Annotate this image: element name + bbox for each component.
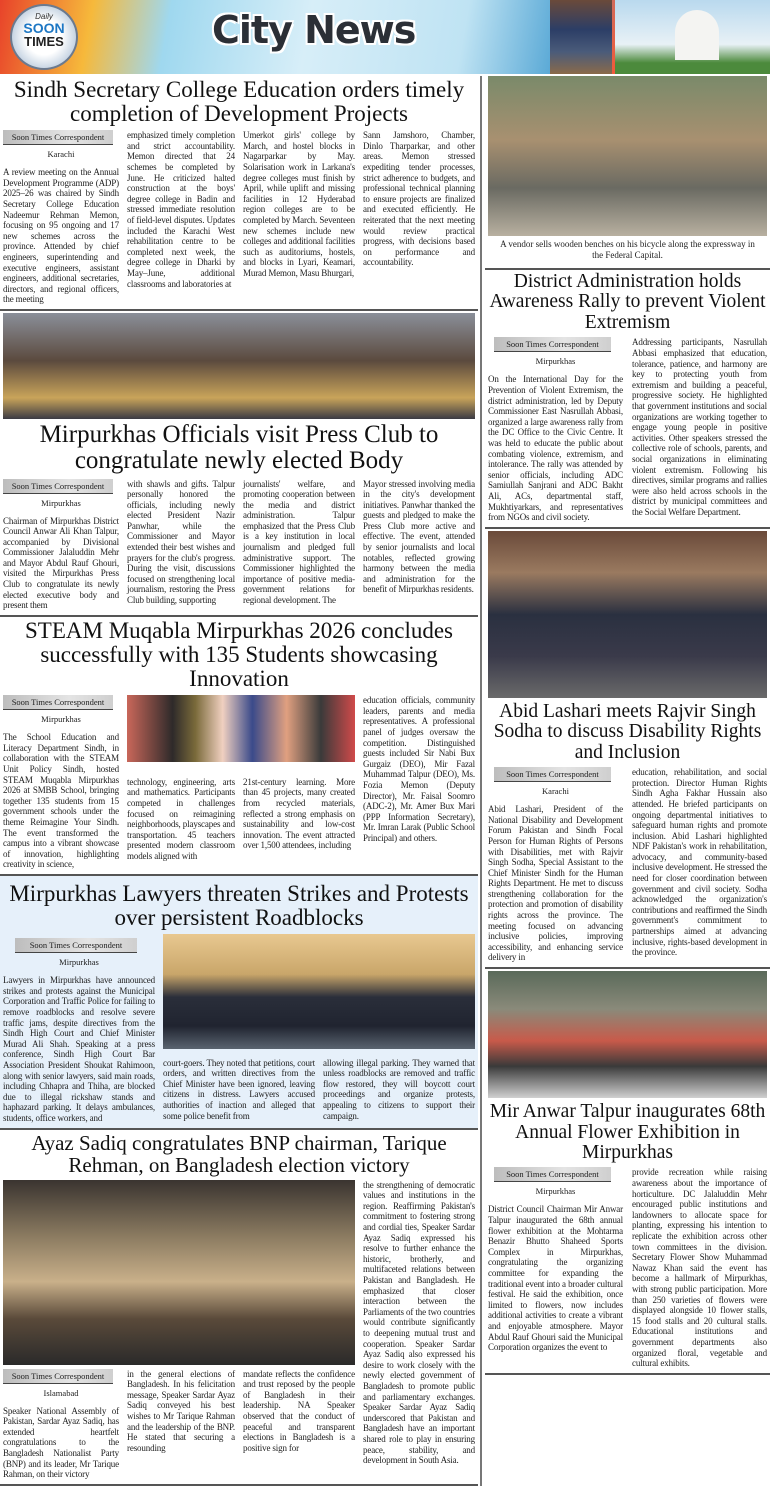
- article-press-club: [0, 311, 478, 617]
- article-text: Umerkot girls' college by March, and hostel blocks in Nagarparkar by May. Solarisation work in Larkana's degree colleges must finish by April, while uplift and missing facilities in 12 Hyderabad region colleges are to be completed by March. Seventeen new schemes include new colleges and additional facilities such as auditoriums, hostels, and blocks in Lyari, Keamari, Murad Memon, Masu Bhurgari,: [243, 130, 355, 278]
- byline-author: Soon Times Correspondent: [3, 695, 113, 710]
- article-flower-exhibition: [485, 969, 770, 1375]
- byline-location: Karachi: [542, 786, 569, 797]
- article-text: Chairman of Mirpurkhas District Council Anwar Ali Khan Talpur, accompanied by Divisional Commissioner Jalaluddin Mehr and Mayor Abdul Rauf Ghouri, visited the Mirpurkhas Press Club to congratulate its newly elected executive body and present them: [3, 515, 119, 611]
- article-text: the strengthening of democratic values and institutions in the region. Reaffirming Pakistan's commitment to fostering strong and cordial ties, Speaker Sardar Ayaz Sadiq expressed his resolve to further enhance the historic, brotherly, and multifaceted relations between Pakistan and Bangladesh. He emphasized that closer interaction between the Parliaments of the two countries would contribute significantly to deepening mutual trust and cooperation. Speaker Sardar Ayaz Sadiq also expressed his desire to work closely with the newly elected government of Bangladesh to promote public and parliamentary exchanges. Speaker Sardar Ayaz Sadiq underscored that Pakistan and Bangladesh have an important shared role to play in ensuring peace, stability, and development in South Asia.: [363, 1179, 475, 1466]
- article-text: On the International Day for the Prevention of Violent Extremism, the district administration, led by Deputy Commissioner East Nasrullah Abbasi, organized a large awareness rally from the DC Office to the Civic Centre. It was held to educate the public about combating violence, extremism, and intolerance. The rally was attended by senior officials, including ADC Samiullah Sanjrani and ADC Bakht Ali, ACs, departmental staff, Mukhtiyarkars, and representatives from NGOs and civil society.: [488, 374, 623, 523]
- article-text: in the general elections of Bangladesh. In his felicitation message, Speaker Sardar Ayaz Sadiq conveyed his best wishes to Mr Tarique Rahman and the leadership of the BNP. He stated that securing a resounding: [127, 1368, 235, 1453]
- mazar-quaid-image: [615, 0, 770, 74]
- headline: Abid Lashari meets Rajvir Singh Sodha to discuss Disability Rights and Inclusion: [493, 700, 762, 763]
- article-text: Sann Jamshoro, Chamber, Dinlo Tharparkar, and other areas. Memon stressed expediting tender processes, strict adherence to budgets, and professional technical planning to ensure projects are finalized and executed efficiently. He reiterated that the next meeting would review practical progress, with decisions based on performance and accountability.: [363, 130, 475, 268]
- article-text: with shawls and gifts. Talpur personally honored the officials, including newly elected President Nazir Panwhar, while the Commissioner and Mayor extended their best wishes and prayers for the club's progress. During the visit, discussions focused on strengthening local journalism, restoring the Press Club building, supporting: [127, 478, 235, 606]
- byline: [3, 934, 155, 967]
- article-ayaz-sadiq: [0, 1130, 478, 1486]
- headline-line: STEAM Muqabla Mirpurkhas 2026 concludes: [25, 617, 453, 643]
- byline-author: Soon Times Correspondent: [15, 938, 137, 953]
- section-title: City News: [212, 8, 416, 52]
- photo-caption: A vendor sells wooden benches on his bicycle along the expressway in the Federal Capital.: [500, 239, 755, 260]
- article-steam: [0, 617, 478, 876]
- byline-location: Karachi: [47, 149, 75, 160]
- article-text: Addressing participants, Nasrullah Abbasi emphasized that education, tolerance, patience, and harmony are key to protecting youth from extremism and building a peaceful, progressive society. He highlighted that government institutions and social organizations are working together to engage young people in positive activities. Other speakers stressed the collective role of schools, parents, and social organizations in eliminating violent extremism. Following his directives, similar programs and rallies were also held across schools in the district by municipal committees and the Social Welfare Department.: [632, 337, 767, 517]
- article-text: 21st-century learning. More than 45 projects, many created from recycled materials, reflected a strong emphasis on sustainability and low-cost innovation. The event attracted over 1,500 attendees, including: [243, 776, 355, 851]
- byline: [3, 695, 119, 724]
- logo-times: TIMES: [24, 34, 64, 49]
- press-club-photo: [3, 313, 475, 419]
- right-column: [480, 76, 770, 1486]
- article-text: The School Education and Literacy Department Sindh, in collaboration with the STEAM Unit Policy Sindh, hosted STEAM Muqabla Mirpurkhas 2026 at SMBB School, bringing together 135 students from 15 government schools under the theme Reimagine Your Sindh. The event transformed the campus into a vibrant showcase of innovation, highlighting creativity in science,: [3, 732, 119, 870]
- logo-daily: Daily: [35, 12, 53, 21]
- byline-author: Soon Times Correspondent: [3, 479, 113, 494]
- speaker-meeting-photo: [3, 1180, 355, 1365]
- byline: [3, 1369, 119, 1398]
- byline-author: Soon Times Correspondent: [494, 337, 611, 352]
- article-awareness-rally: [485, 270, 770, 529]
- byline-location: Mirpurkhas: [41, 497, 81, 508]
- article-text: District Council Chairman Mir Anwar Talpur inaugurated the 68th annual flower exhibition at the Mohtarma Benazir Bhutto Shaheed Sports Complex in Mirpurkhas, congratulating the organizing committee for expanding the traditional event into a broader cultural festival. He said the exhibition, once limited to flowers, now includes additional activities to create a vibrant and enjoyable atmosphere. Mayor Abdul Rauf Ghouri said the Municipal Corporation organizes the event to: [488, 1204, 623, 1353]
- article-text: emphasized timely completion and strict accountability. Memon directed that 24 schemes be completed by June. He criticized halted construction at the boys' degree college in Badin and stressed immediate resolution of field-level disputes. Updates included the Karachi West rehabilitation centre to be completed next week, the degree college in Dharki by May–June, additional classrooms and laboratories at: [127, 130, 235, 289]
- masthead-banner: [0, 0, 770, 74]
- headline: District Administration holds Awareness Rally to prevent Violent Extremism: [489, 271, 766, 333]
- headline: Sindh Secretary College Education orders timely completion of Development Projects: [13, 77, 465, 127]
- headline: [3, 619, 475, 691]
- logo-soon: SOON: [23, 20, 65, 36]
- headline: Mirpurkhas Lawyers threaten Strikes and Protests over persistent Roadblocks: [9, 880, 469, 931]
- headline: Ayaz Sadiq congratulates BNP chairman, Tarique Rehman, on Bangladesh election victory: [31, 1130, 447, 1177]
- article-text: journalists' welfare, and promoting cooperation between the media and district administration. Talpur emphasized that the Press Club is a key institution in local journalism and pledged full administrative support. The Commissioner highlighted the importance of positive media-government relations for regional development. The: [243, 478, 355, 606]
- article-disability-rights: [485, 529, 770, 969]
- byline-author: Soon Times Correspondent: [494, 767, 611, 782]
- article-text: allowing illegal parking. They warned that unless roadblocks are removed and traffic flow restored, they will boycott court proceedings and organize protests, appealing to citizens to support their campaign.: [323, 1057, 475, 1121]
- article-text: technology, engineering, arts and mathematics. Participants competed in challenges focused on reimagining neighborhoods, playscapes and transportation. 45 teachers presented modern classroom models aligned with: [127, 776, 235, 861]
- masthead-portraits: [550, 0, 612, 74]
- article-text: mandate reflects the confidence and trust reposed by the people of Bangladesh in their leadership. NA Speaker observed that the conduct of peaceful and transparent elections in Bangladesh is a positive sign for: [243, 1368, 355, 1453]
- article-text: education, rehabilitation, and social protection. Director Human Rights Sindh Agha Fakhar Hussain also attended. He briefed participants on ongoing departmental initiatives to safeguard human rights and promote inclusion. Abid Lashari highlighted NDF Pakistan's work in rehabilitation, advocacy, and community-based inclusive development. He stressed the need for closer coordination between government and civil society. Sodha acknowledged the organization's contributions and reaffirmed the Sindh government's commitment to partnerships aimed at advancing inclusive, rights-based development in the province.: [632, 767, 767, 958]
- byline: [488, 337, 623, 366]
- photo-feature: [485, 76, 770, 270]
- article-text: provide recreation while raising awareness about the importance of horticulture. DC Jalaluddin Mehr encouraged public institutions and landowners to allocate space for planting, expressing his intention to replicate the exhibition across other town committees in the division. Secretary Flower Show Muhammad Nawaz Khan said the event has become a hallmark of Mirpurkhas, with strong public participation. More than 250 varieties of flowers were displayed alongside 10 flower stalls, 15 food stalls and 20 cultural stalls. Educational institutions and government departments also organized floral, vegetable and cultural exhibits.: [632, 1167, 767, 1369]
- flower-exhibition-photo: [488, 971, 767, 1098]
- article-text: Lawyers in Mirpurkhas have announced strikes and protests against the Municipal Corporation and Traffic Police for failing to remove roadblocks and resolve severe traffic jams, despite directives from the Sindh High Court and Chief Minister Murad Ali Shah. Speaking at a press conference, Sindh High Court Bar Association President Shoukat Rahimoon, along with senior lawyers, said main roads, including Chhapra and Thiha, are blocked due to illegal rickshaw stands and haphazard parking. It delays ambulances, students, office workers, and: [3, 975, 155, 1123]
- lawyers-press-conference-photo: [163, 934, 475, 1049]
- byline-author: Soon Times Correspondent: [3, 1369, 113, 1384]
- left-column: [0, 76, 480, 1486]
- byline: [3, 479, 119, 508]
- byline-location: Mirpurkhas: [59, 957, 99, 968]
- newspaper-logo: [10, 4, 78, 70]
- headline: Mirpurkhas Officials visit Press Club to congratulate newly elected Body: [39, 421, 439, 475]
- lawyers-article-panel: [0, 876, 478, 1130]
- byline-author: Soon Times Correspondent: [494, 1167, 611, 1182]
- byline-location: Mirpurkhas: [41, 714, 81, 725]
- abid-lashari-meeting-photo: [488, 531, 767, 698]
- article-college-education: [0, 76, 478, 311]
- byline-location: Mirpurkhas: [535, 356, 576, 367]
- headline: Mir Anwar Talpur inaugurates 68th Annual Flower Exhibition in Mirpurkhas: [489, 1101, 766, 1163]
- headline-line: successfully with 135 Students showcasing Innovation: [40, 641, 438, 692]
- article-text: A review meeting on the Annual Development Programme (ADP) 2025–26 was chaired by Sindh Secretary College Education Nadeemur Rehman Memon, focusing on 95 ongoing and 17 new schemes across the province. Attended by chief engineers, superintending and executive engineers, assistant engineers, additional secretaries, directors, and regional officers, the meeting: [3, 167, 119, 305]
- bench-vendor-photo: [488, 76, 767, 236]
- article-text: Mayor stressed involving media in the city's development initiatives. Panwhar thanked the guests and pledged to make the Press Club more active and effective. The event, attended by senior journalists and local notables, reflected growing harmony between the media and administration for the benefit of Mirpurkhas residents.: [363, 478, 475, 595]
- byline-author: Soon Times Correspondent: [3, 130, 113, 145]
- article-text: education officials, community leaders, parents and media representatives. A professional panel of judges oversaw the competition. Distinguished guests included Sir Nabi Bux Gurgaiz (DEO), Mir Fazal Muhammad Talpur (DEO), Ms. Fozia Memon (Deputy Director), Mr. Faisal Soomro (ADC-2), Mr. Amer Bux Mari (PPP Information Secretary), Mr. Imran Larak (Public School Principal) and others.: [363, 695, 475, 843]
- article-text: court-goers. They noted that petitions, court orders, and written directives from the Chief Minister have been ignored, leaving citizens in distress. Lawyers accused authorities of inaction and alleged that some police benefit from: [163, 1057, 315, 1121]
- byline: [3, 130, 119, 159]
- article-text: Speaker National Assembly of Pakistan, Sardar Ayaz Sadiq, has extended heartfelt congratulations to the Bangladesh Nationalist Party (BNP) and its leader, Mr Tarique Rahman, on their victory: [3, 1405, 119, 1480]
- byline: [488, 1167, 623, 1196]
- byline-location: Islamabad: [43, 1387, 79, 1398]
- article-text: Abid Lashari, President of the National Disability and Development Forum Pakistan and Sindh Focal Person for Human Rights of Persons with Disabilities, met with Rajvir Singh Sodha, Special Assistant to the Chief Minister Sindh for the Human Rights Department. He met to discuss strengthening collaboration for the protection and promotion of disability rights across the province. The meeting focused on advancing inclusive policies, improving accessibility, and enhancing service delivery in: [488, 804, 623, 963]
- steam-event-photo: [127, 695, 355, 762]
- byline: [488, 767, 623, 796]
- byline-location: Mirpurkhas: [535, 1186, 576, 1197]
